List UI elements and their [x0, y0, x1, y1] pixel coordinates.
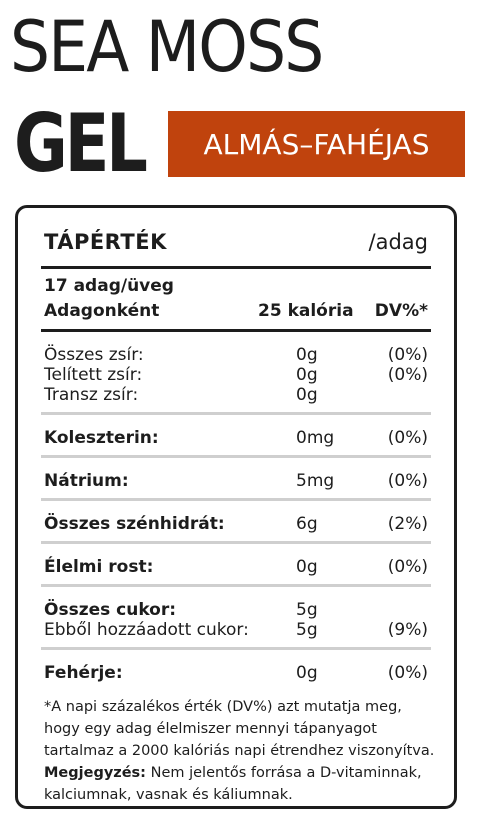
footnote-line: kalciumnak, vasnak és káliumnak. — [44, 787, 293, 803]
nutrient-name: Nátrium: — [44, 471, 129, 491]
brand-gel-text: GEL — [14, 97, 145, 190]
footnote-note — [44, 762, 440, 784]
nutrient-name: Ebből hozzáadott cukor: — [44, 620, 249, 640]
nutrient-amount: 6g — [296, 514, 318, 534]
footnote-line: *A napi százalékos érték (DV%) azt mutatja meg, — [44, 699, 402, 715]
servings-text: 17 adag/üveg — [44, 276, 174, 296]
nutrient-amount: 0g — [296, 663, 318, 683]
note-text: Nem jelentős forrása a D-vitaminnak, — [145, 765, 422, 781]
nutrient-dv: (2%) — [387, 514, 428, 534]
footnote-line: tartalmaz a 2000 kalóriás napi étrendhez viszonyítva. — [44, 743, 435, 759]
nutrient-name: Összes szénhidrát: — [44, 514, 225, 534]
nutrient-amount: 5mg — [296, 471, 335, 491]
nutrient-dv: (0%) — [387, 557, 428, 577]
nutrient-amount: 0g — [296, 365, 318, 385]
nutrient-name: Fehérje: — [44, 663, 123, 683]
nutrient-name: Transz zsír: — [44, 385, 139, 405]
row-divider — [41, 455, 431, 458]
calories-value: 25 kalória — [258, 301, 354, 321]
footnote — [44, 696, 440, 806]
nutrient-dv: (0%) — [387, 663, 428, 683]
dv-header: DV%* — [374, 301, 428, 321]
calories-divider — [41, 329, 431, 332]
nutrient-amount: 0mg — [296, 428, 335, 448]
nutrient-name: Élelmi rost: — [44, 557, 154, 577]
nutrient-dv: (0%) — [387, 471, 428, 491]
nutrition-unit: /adag — [368, 230, 428, 254]
note-label: Megjegyzés: — [44, 765, 146, 781]
nutrient-amount: 0g — [296, 385, 318, 405]
row-divider — [41, 647, 431, 650]
row-divider — [41, 498, 431, 501]
row-divider — [41, 412, 431, 415]
nutrient-dv: (0%) — [387, 345, 428, 365]
nutrition-facts-panel — [15, 205, 457, 809]
header-divider — [41, 266, 431, 269]
row-divider — [41, 541, 431, 544]
flavor-badge — [168, 111, 465, 177]
nutrient-dv: (0%) — [387, 428, 428, 448]
nutrition-title: TÁPÉRTÉK — [44, 230, 167, 254]
nutrient-name: Koleszterin: — [44, 428, 159, 448]
brand-subtitle-row — [14, 97, 164, 190]
nutrient-amount: 0g — [296, 345, 318, 365]
nutrient-name: Összes zsír: — [44, 345, 144, 365]
per-serving-label: Adagonként — [44, 301, 160, 321]
nutrient-dv: (9%) — [387, 620, 428, 640]
nutrient-amount: 0g — [296, 557, 318, 577]
nutrient-amount: 5g — [296, 600, 318, 620]
row-divider — [41, 584, 431, 587]
nutrient-name: Összes cukor: — [44, 600, 177, 620]
flavor-label: ALMÁS–FAHÉJAS — [203, 127, 430, 161]
brand-title: SEA MOSS — [10, 6, 323, 88]
nutrient-dv: (0%) — [387, 365, 428, 385]
footnote-line: hogy egy adag élelmiszer mennyi tápanyagot — [44, 721, 377, 737]
nutrient-name: Telített zsír: — [44, 365, 143, 385]
nutrient-amount: 5g — [296, 620, 318, 640]
